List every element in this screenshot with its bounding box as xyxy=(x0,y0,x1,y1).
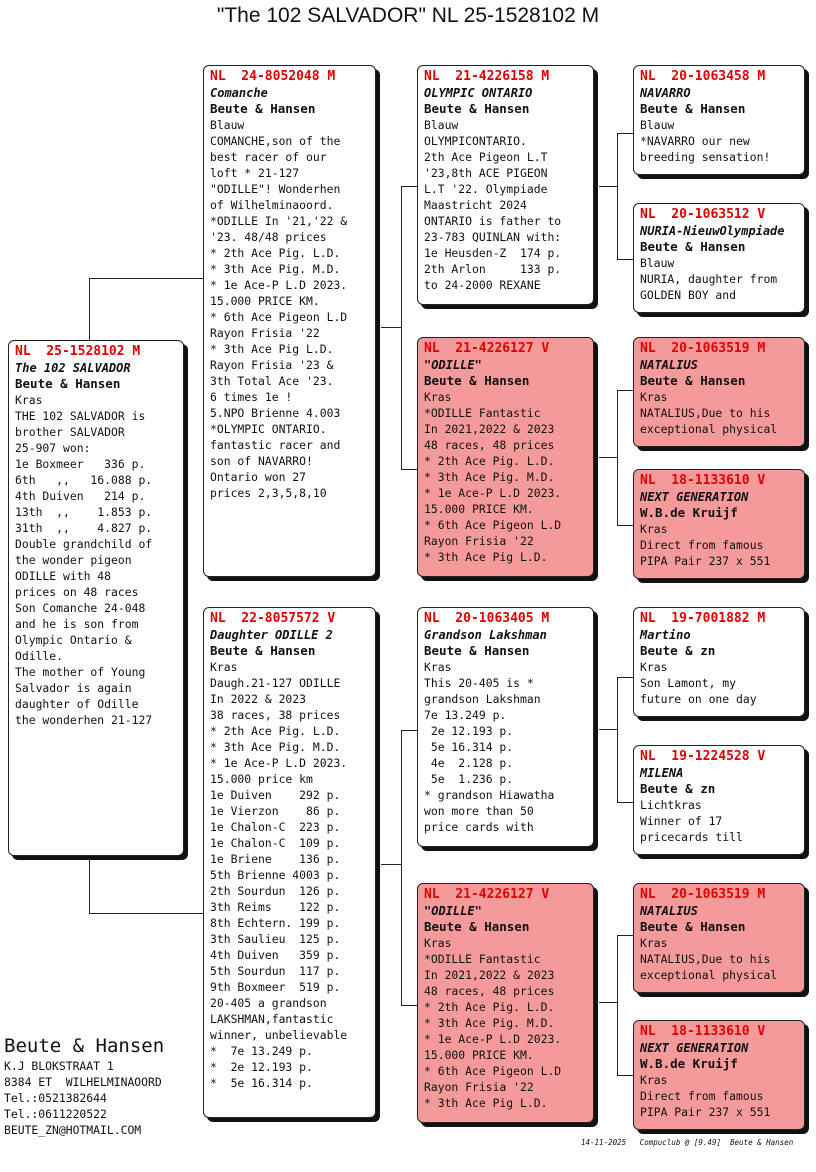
connector-line xyxy=(89,913,203,914)
breeder-name: Beute & Hansen xyxy=(424,101,530,116)
connector-line xyxy=(617,133,633,134)
note-line: * 3th Ace Pig L.D. xyxy=(424,1096,548,1110)
note-line: exceptional physical xyxy=(640,968,778,982)
note-line: 1e Briene 136 p. xyxy=(210,852,341,866)
pigeon-card-sire-of-mother xyxy=(417,607,594,847)
note-line: to 24-2000 REXANE xyxy=(424,278,541,292)
connector-line xyxy=(599,186,617,187)
note-line: In 2021,2022 & 2023 xyxy=(424,422,555,436)
connector-line xyxy=(617,1075,633,1076)
note-line: "ODILLE"! Wonderhen xyxy=(210,182,341,196)
note-line: * 1e Ace-P L.D 2023. xyxy=(210,278,348,292)
note-line: In 2022 & 2023 xyxy=(210,692,307,706)
note-line: '23. 48/48 prices xyxy=(210,230,327,244)
note-line: 20-405 a grandson xyxy=(210,996,327,1010)
pigeon-name: NURIA-NieuwOlympiade xyxy=(640,224,785,238)
pigeon-name: NATALIUS xyxy=(640,358,698,372)
note-line: OLYMPICONTARIO. xyxy=(424,134,527,148)
note-line: *ODILLE Fantastic xyxy=(424,406,541,420)
note-line: Olympic Ontario & xyxy=(15,633,132,647)
connector-line xyxy=(381,327,401,328)
ring-number: NL 22-8057572 V xyxy=(210,611,336,626)
pigeon-color: Kras xyxy=(640,1073,668,1087)
note-line: * 2th Ace Pig. L.D. xyxy=(424,1000,555,1014)
note-line: 5th Sourdun 117 p. xyxy=(210,964,341,978)
pigeon-color: Kras xyxy=(210,660,238,674)
connector-line xyxy=(617,677,618,802)
note-line: exceptional physical xyxy=(640,422,778,436)
breeder-name: Beute & Hansen xyxy=(210,101,316,116)
owner-block xyxy=(4,1034,164,1138)
connector-line xyxy=(89,278,203,279)
ring-number: NL 21-4226158 M xyxy=(424,69,550,84)
note-line: * 3th Ace Pig. M.D. xyxy=(210,262,341,276)
pigeon-name: NAVARRO xyxy=(640,86,691,100)
ring-number: NL 18-1133610 V xyxy=(640,473,766,488)
note-line: 2th Sourdun 126 p. xyxy=(210,884,341,898)
pigeon-card-dam-of-mother xyxy=(417,883,594,1123)
connector-line xyxy=(401,730,417,731)
note-line: 15.000 PRICE KM. xyxy=(210,294,320,308)
note-line: * 5e 16.314 p. xyxy=(210,1076,313,1090)
pigeon-color: Kras xyxy=(640,936,668,950)
note-line: Rayon Frisia '22 xyxy=(424,534,534,548)
note-line: *ODILLE In '21,'22 & xyxy=(210,214,348,228)
breeder-name: Beute & Hansen xyxy=(640,919,746,934)
pigeon-notes xyxy=(210,675,370,1091)
note-line: 1e Boxmeer 336 p. xyxy=(15,457,146,471)
connector-line xyxy=(599,457,617,458)
connector-line xyxy=(599,1002,617,1003)
note-line: 23-783 QUINLAN with: xyxy=(424,230,562,244)
connector-line xyxy=(401,1005,417,1006)
connector-line xyxy=(617,677,633,678)
note-line: prices on 48 races xyxy=(15,585,139,599)
note-line: fantastic racer and xyxy=(210,438,341,452)
note-line: 5.NPO Brienne 4.003 xyxy=(210,406,341,420)
note-line: * 3th Ace Pig. M.D. xyxy=(424,470,555,484)
pigeon-name: Comanche xyxy=(210,86,268,100)
pigeon-card-subject xyxy=(8,340,184,856)
note-line: The mother of Young xyxy=(15,665,146,679)
connector-line xyxy=(89,278,90,340)
ring-number: NL 20-1063458 M xyxy=(640,69,766,84)
ring-number: NL 20-1063405 M xyxy=(424,611,550,626)
connector-line xyxy=(617,935,618,1075)
note-line: 5th Brienne 4003 p. xyxy=(210,868,341,882)
connector-line xyxy=(401,186,417,187)
owner-name: Beute & Hansen xyxy=(4,1035,165,1057)
note-line: PIPA Pair 237 x 551 xyxy=(640,1105,771,1119)
note-line: winner, unbelievable xyxy=(210,1028,348,1042)
note-line: 48 races, 48 prices xyxy=(424,984,555,998)
note-line: pricecards till xyxy=(640,830,743,844)
breeder-name: W.B.de Kruijf xyxy=(640,1056,738,1071)
ring-number: NL 20-1063519 M xyxy=(640,887,766,902)
note-line: * 6th Ace Pigeon L.D xyxy=(424,518,562,532)
note-line: brother SALVADOR xyxy=(15,425,125,439)
note-line: best racer of our xyxy=(210,150,327,164)
note-line: Ontario won 27 xyxy=(210,470,307,484)
ring-number: NL 19-1224528 V xyxy=(640,749,766,764)
pigeon-card-sire-of-father xyxy=(417,65,594,305)
note-line: '23,8th ACE PIGEON xyxy=(424,166,548,180)
note-line: 15.000 price km xyxy=(210,772,313,786)
pigeon-name: Martino xyxy=(640,628,691,642)
pigeon-card-mfm xyxy=(633,745,805,855)
pigeon-color: Kras xyxy=(640,522,668,536)
note-line: 8th Echtern. 199 p. xyxy=(210,916,341,930)
note-line: won more than 50 xyxy=(424,804,534,818)
note-line: 1e Duiven 292 p. xyxy=(210,788,341,802)
pigeon-notes xyxy=(640,271,799,303)
note-line: Son Comanche 24-048 xyxy=(15,601,146,615)
pigeon-color: Kras xyxy=(424,660,452,674)
note-line: NATALIUS,Due to his xyxy=(640,406,771,420)
note-line: breeding sensation! xyxy=(640,150,771,164)
note-line: 1e Chalon-C 223 p. xyxy=(210,820,341,834)
note-line: son of NAVARRO! xyxy=(210,454,313,468)
connector-line xyxy=(599,729,617,730)
note-line: and he is son from xyxy=(15,617,139,631)
ring-number: NL 21-4226127 V xyxy=(424,341,550,356)
pigeon-notes xyxy=(640,813,799,845)
note-line: 4e 2.128 p. xyxy=(424,756,514,770)
note-line: Direct from famous xyxy=(640,1089,764,1103)
breeder-name: Beute & Hansen xyxy=(640,373,746,388)
connector-line xyxy=(401,186,402,469)
note-line: *ODILLE Fantastic xyxy=(424,952,541,966)
note-line: 48 races, 48 prices xyxy=(424,438,555,452)
connector-line xyxy=(617,390,618,525)
breeder-name: Beute & Hansen xyxy=(210,643,316,658)
pigeon-card-fmf xyxy=(633,337,805,447)
pigeon-notes xyxy=(15,408,178,728)
note-line: COMANCHE,son of the xyxy=(210,134,341,148)
pigeon-notes xyxy=(424,405,588,565)
pigeon-card-mother xyxy=(203,607,376,1118)
note-line: * 6th Ace Pigeon L.D xyxy=(210,310,348,324)
note-line: 15.000 PRICE KM. xyxy=(424,1048,534,1062)
pigeon-color: Blauw xyxy=(640,118,675,132)
note-line: L.T '22. Olympiade xyxy=(424,182,548,196)
note-line: daughter of Odille xyxy=(15,697,139,711)
pigeon-color: Blauw xyxy=(424,118,459,132)
pigeon-color: Kras xyxy=(15,393,43,407)
connector-line xyxy=(617,935,633,936)
connector-line xyxy=(401,730,402,1005)
pigeon-name: "ODILLE" xyxy=(424,904,482,918)
note-line: Winner of 17 xyxy=(640,814,723,828)
breeder-name: Beute & Hansen xyxy=(640,101,746,116)
breeder-name: W.B.de Kruijf xyxy=(640,505,738,520)
note-line: Salvador is again xyxy=(15,681,132,695)
note-line: Rayon Frisia '23 & xyxy=(210,358,334,372)
note-line: THE 102 SALVADOR is xyxy=(15,409,146,423)
note-line: * 7e 13.249 p. xyxy=(210,1044,313,1058)
pigeon-name: MILENA xyxy=(640,766,684,780)
note-line: 6 times 1e ! xyxy=(210,390,293,404)
owner-address: K.J BLOKSTRAAT 1 xyxy=(4,1059,114,1073)
pigeon-notes xyxy=(424,133,588,293)
note-line: NURIA, daughter from xyxy=(640,272,778,286)
note-line: 1e Vierzon 86 p. xyxy=(210,804,341,818)
breeder-name: Beute & Hansen xyxy=(424,373,530,388)
pigeon-name: NEXT GENERATION xyxy=(640,1041,749,1055)
pigeon-color: Blauw xyxy=(210,118,245,132)
note-line: ODILLE with 48 xyxy=(15,569,112,583)
note-line: Rayon Frisia '22 xyxy=(210,326,320,340)
note-line: 2th Arlon 133 p. xyxy=(424,262,562,276)
pigeon-color: Blauw xyxy=(640,256,675,270)
pigeon-card-ffm xyxy=(633,203,805,313)
note-line: * 2th Ace Pig. L.D. xyxy=(210,246,341,260)
pigeon-notes xyxy=(640,1088,799,1120)
pigeon-notes xyxy=(640,405,799,437)
pigeon-color: Kras xyxy=(424,936,452,950)
pigeon-notes xyxy=(424,675,588,835)
note-line: 13th ,, 1.853 p. xyxy=(15,505,153,519)
note-line: 7e 13.249 p. xyxy=(424,708,507,722)
note-line: 2th Ace Pigeon L.T xyxy=(424,150,548,164)
note-line: * 3th Ace Pig L.D. xyxy=(424,550,548,564)
note-line: Son Lamont, my xyxy=(640,676,737,690)
pigeon-name: Grandson Lakshman xyxy=(424,628,547,642)
note-line: PIPA Pair 237 x 551 xyxy=(640,554,771,568)
pigeon-notes xyxy=(640,951,799,983)
connector-line xyxy=(401,469,417,470)
note-line: 4th Duiven 214 p. xyxy=(15,489,146,503)
footer-credit: 14-11-2025 Compuclub @ [9.49] Beute & Hansen xyxy=(581,1138,794,1147)
pigeon-card-father xyxy=(203,65,376,577)
note-line: 4th Duiven 359 p. xyxy=(210,948,341,962)
pigeon-color: Lichtkras xyxy=(640,798,702,812)
pigeon-color: Kras xyxy=(424,390,452,404)
pigeon-notes xyxy=(640,537,799,569)
pigeon-notes xyxy=(210,133,370,501)
connector-line xyxy=(617,259,633,260)
note-line: 5e 1.236 p. xyxy=(424,772,514,786)
note-line: Direct from famous xyxy=(640,538,764,552)
pigeon-card-dam-of-father xyxy=(417,337,594,577)
connector-line xyxy=(617,525,633,526)
note-line: 38 races, 38 prices xyxy=(210,708,341,722)
note-line: of Wilhelminaoord. xyxy=(210,198,334,212)
note-line: 3th Saulieu 125 p. xyxy=(210,932,341,946)
note-line: * 3th Ace Pig. M.D. xyxy=(424,1016,555,1030)
pigeon-card-mmm xyxy=(633,1020,805,1130)
ring-number: NL 20-1063519 M xyxy=(640,341,766,356)
note-line: prices 2,3,5,8,10 xyxy=(210,486,327,500)
ring-number: NL 20-1063512 V xyxy=(640,207,766,222)
pigeon-color: Kras xyxy=(640,390,668,404)
note-line: * 6th Ace Pigeon L.D xyxy=(424,1064,562,1078)
note-line: *NAVARRO our new xyxy=(640,134,750,148)
note-line: Odille. xyxy=(15,649,64,663)
note-line: Daugh.21-127 ODILLE xyxy=(210,676,341,690)
connector-line xyxy=(381,864,401,865)
ring-number: NL 21-4226127 V xyxy=(424,887,550,902)
note-line: * 1e Ace-P L.D 2023. xyxy=(424,486,562,500)
note-line: Double grandchild of xyxy=(15,537,153,551)
pedigree-title: "The 102 SALVADOR" NL 25-1528102 M xyxy=(216,4,600,27)
pigeon-notes xyxy=(640,133,799,165)
breeder-name: Beute & Hansen xyxy=(424,919,530,934)
note-line: 25-907 won: xyxy=(15,441,91,455)
note-line: * grandson Hiawatha xyxy=(424,788,555,802)
connector-line xyxy=(89,856,90,913)
connector-line xyxy=(617,802,633,803)
connector-line xyxy=(617,133,618,259)
note-line: the wonderhen 21-127 xyxy=(15,713,153,727)
note-line: 6th ,, 16.088 p. xyxy=(15,473,153,487)
note-line: In 2021,2022 & 2023 xyxy=(424,968,555,982)
note-line: 3th Total Ace '23. xyxy=(210,374,334,388)
connector-line xyxy=(617,390,633,391)
note-line: * 1e Ace-P L.D 2023. xyxy=(424,1032,562,1046)
breeder-name: Beute & zn xyxy=(640,781,716,796)
note-line: * 3th Ace Pig L.D. xyxy=(210,342,334,356)
note-line: 2e 12.193 p. xyxy=(424,724,514,738)
owner-city: 8384 ET WILHELMINAOORD xyxy=(4,1075,162,1089)
pigeon-name: Daughter ODILLE 2 xyxy=(210,628,333,642)
breeder-name: Beute & Hansen xyxy=(424,643,530,658)
note-line: LAKSHMAN,fantastic xyxy=(210,1012,334,1026)
note-line: Maastricht 2024 xyxy=(424,198,527,212)
ring-number: NL 24-8052048 M xyxy=(210,69,336,84)
pigeon-name: "ODILLE" xyxy=(424,358,482,372)
pigeon-name: NATALIUS xyxy=(640,904,698,918)
note-line: future on one day xyxy=(640,692,757,706)
owner-phone-2: Tel.:0611220522 xyxy=(4,1107,107,1121)
note-line: ONTARIO is father to xyxy=(424,214,562,228)
breeder-name: Beute & Hansen xyxy=(640,239,746,254)
note-line: * 3th Ace Pig. M.D. xyxy=(210,740,341,754)
pigeon-name: NEXT GENERATION xyxy=(640,490,749,504)
pigeon-card-mmf xyxy=(633,883,805,993)
note-line: the wonder pigeon xyxy=(15,553,132,567)
ring-number: NL 25-1528102 M xyxy=(15,344,141,359)
pigeon-color: Kras xyxy=(640,660,668,674)
pigeon-card-mff xyxy=(633,607,805,717)
pigeon-notes xyxy=(424,951,588,1111)
owner-email: BEUTE_ZN@HOTMAIL.COM xyxy=(4,1123,142,1137)
note-line: * 1e Ace-P L.D 2023. xyxy=(210,756,348,770)
pigeon-card-fff xyxy=(633,65,805,175)
note-line: 9th Boxmeer 519 p. xyxy=(210,980,341,994)
note-line: loft * 21-127 xyxy=(210,166,300,180)
owner-phone-1: Tel.:0521382644 xyxy=(4,1091,107,1105)
breeder-name: Beute & Hansen xyxy=(15,376,121,391)
note-line: GOLDEN BOY and xyxy=(640,288,737,302)
note-line: Rayon Frisia '22 xyxy=(424,1080,534,1094)
pigeon-name: The 102 SALVADOR xyxy=(15,361,131,375)
pigeon-notes xyxy=(640,675,799,707)
note-line: * 2th Ace Pig. L.D. xyxy=(424,454,555,468)
ring-number: NL 18-1133610 V xyxy=(640,1024,766,1039)
note-line: 3th Reims 122 p. xyxy=(210,900,341,914)
note-line: price cards with xyxy=(424,820,534,834)
note-line: 5e 16.314 p. xyxy=(424,740,514,754)
note-line: This 20-405 is * xyxy=(424,676,534,690)
note-line: * 2th Ace Pig. L.D. xyxy=(210,724,341,738)
note-line: 15.000 PRICE KM. xyxy=(424,502,534,516)
note-line: NATALIUS,Due to his xyxy=(640,952,771,966)
pigeon-card-fmm xyxy=(633,469,805,579)
breeder-name: Beute & zn xyxy=(640,643,716,658)
pigeon-name: OLYMPIC ONTARIO xyxy=(424,86,533,100)
note-line: 1e Heusden-Z 174 p. xyxy=(424,246,562,260)
note-line: 1e Chalon-C 109 p. xyxy=(210,836,341,850)
note-line: *OLYMPIC ONTARIO. xyxy=(210,422,327,436)
note-line: 31th ,, 4.827 p. xyxy=(15,521,153,535)
note-line: grandson Lakshman xyxy=(424,692,541,706)
ring-number: NL 19-7001882 M xyxy=(640,611,766,626)
note-line: * 2e 12.193 p. xyxy=(210,1060,313,1074)
